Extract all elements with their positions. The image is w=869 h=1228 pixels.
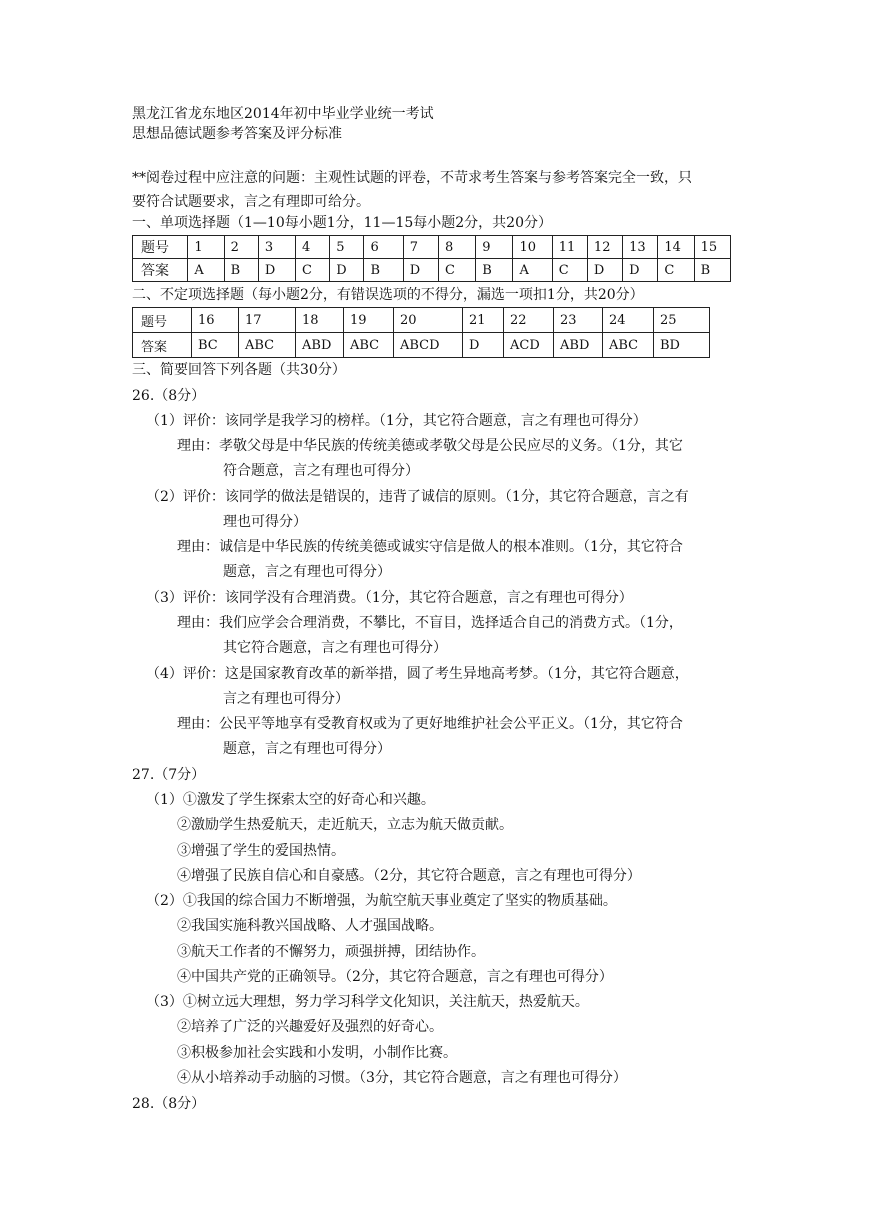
answer-cell: ABD — [296, 333, 344, 358]
q27-line: ②激励学生热爱航天，走近航天，立志为航天做贡献。 — [177, 817, 513, 833]
question-28-title: 28.（8分） — [132, 1096, 206, 1112]
q26-line: （3）评价：该同学没有合理消费。（1分，其它符合题意，言之有理也可得分） — [146, 590, 633, 606]
question-number-cell: 9 — [476, 236, 513, 259]
question-number-cell: 25 — [654, 308, 710, 333]
grading-note-line-1: **阅卷过程中应注意的问题：主观性试题的评卷，不苛求考生答案与参考答案完全一致，只 — [132, 170, 692, 186]
answer-cell: ABC — [239, 333, 296, 358]
q26-line: 符合题意，言之有理也可得分） — [223, 463, 419, 479]
answer-cell: D — [587, 259, 622, 282]
title-line-2: 思想品德试题参考答案及评分标准 — [132, 126, 342, 142]
q26-line: 理由：孝敬父母是中华民族的传统美德或孝敬父母是公民应尽的义务。（1分，其它 — [177, 438, 683, 454]
q26-line: 言之有理也可得分） — [223, 691, 349, 707]
q27-line: （2）①我国的综合国力不断增强，为航空航天事业奠定了坚实的物质基础。 — [146, 893, 617, 909]
answer-cell: B — [476, 259, 513, 282]
question-27-title: 27.（7分） — [132, 767, 206, 783]
q27-line: （1）①激发了学生探索太空的好奇心和兴趣。 — [146, 792, 435, 808]
question-number-cell: 4 — [296, 236, 330, 259]
title-line-1: 黑龙江省龙东地区2014年初中毕业学业统一考试 — [132, 106, 434, 122]
q27-line: ④从小培养动手动脑的习惯。（3分，其它符合题意，言之有理也可得分） — [177, 1070, 627, 1086]
answer-cell: B — [694, 259, 730, 282]
answer-cell: D — [258, 259, 295, 282]
answer-cell: D — [623, 259, 658, 282]
answer-cell: D — [403, 259, 438, 282]
q26-line: 其它符合题意，言之有理也可得分） — [223, 640, 447, 656]
question-number-cell: 6 — [364, 236, 403, 259]
q26-line: （1）评价：该同学是我学习的榜样。（1分，其它符合题意，言之有理也可得分） — [146, 413, 647, 429]
q26-line: 理由：诚信是中华民族的传统美德或诚实守信是做人的根本准则。（1分，其它符合 — [177, 539, 683, 555]
question-number-cell: 22 — [504, 308, 554, 333]
question-number-cell: 19 — [344, 308, 394, 333]
q27-line: ③增强了学生的爱国热情。 — [177, 843, 345, 859]
q26-line: 理由：公民平等地享有受教育权或为了更好地维护社会公平正义。（1分，其它符合 — [177, 716, 683, 732]
answer-cell: ABC — [603, 333, 654, 358]
question-number-cell: 15 — [694, 236, 730, 259]
q27-line: ③航天工作者的不懈努力，顽强拼搏，团结协作。 — [177, 944, 485, 960]
table-row-answers — [133, 333, 710, 358]
question-number-cell: 11 — [552, 236, 587, 259]
question-number-cell: 21 — [463, 308, 504, 333]
section-1-heading: 一、单项选择题（1—10每小题1分，11—15每小题2分，共20分） — [132, 215, 552, 231]
answer-cell: C — [658, 259, 694, 282]
q27-line: ②培养了广泛的兴趣爱好及强烈的好奇心。 — [177, 1019, 443, 1035]
section-3-heading: 三、简要回答下列各题（共30分） — [132, 362, 346, 378]
answer-cell: D — [463, 333, 504, 358]
question-number-cell: 7 — [403, 236, 438, 259]
q27-line: ④增强了民族自信心和自豪感。（2分，其它符合题意，言之有理也可得分） — [177, 868, 641, 884]
question-number-cell: 17 — [239, 308, 296, 333]
answer-cell: ACD — [504, 333, 554, 358]
answer-cell: ABD — [554, 333, 603, 358]
question-number-cell: 10 — [513, 236, 552, 259]
question-number-cell: 1 — [188, 236, 224, 259]
q27-line: （3）①树立远大理想，努力学习科学文化知识，关注航天，热爱航天。 — [146, 994, 589, 1010]
answer-cell: ABC — [344, 333, 394, 358]
table-row-numbers — [133, 236, 731, 259]
question-number-cell: 16 — [192, 308, 239, 333]
row-label-answer: 答案 — [133, 333, 192, 358]
q26-line: （2）评价：该同学的做法是错误的，违背了诚信的原则。（1分，其它符合题意，言之有 — [146, 489, 689, 505]
question-number-cell: 13 — [623, 236, 658, 259]
question-number-cell: 12 — [587, 236, 622, 259]
q27-line: ④中国共产党的正确领导。（2分，其它符合题意，言之有理也可得分） — [177, 969, 613, 985]
row-label-number: 题号 — [133, 308, 192, 333]
answer-cell: C — [296, 259, 330, 282]
single-choice-answer-table — [132, 235, 731, 282]
q27-line: ③积极参加社会实践和小发明，小制作比赛。 — [177, 1045, 457, 1061]
section-2-heading: 二、不定项选择题（每小题2分，有错误选项的不得分，漏选一项扣1分，共20分） — [132, 287, 644, 303]
answer-cell: C — [552, 259, 587, 282]
answer-cell: ABCD — [394, 333, 463, 358]
question-number-cell: 3 — [258, 236, 295, 259]
table-row-answers — [133, 259, 731, 282]
question-number-cell: 5 — [330, 236, 364, 259]
answer-cell: A — [513, 259, 552, 282]
q26-line: 理由：我们应学会合理消费，不攀比，不盲目，选择适合自己的消费方式。（1分， — [177, 615, 683, 631]
question-number-cell: 24 — [603, 308, 654, 333]
q26-line: 题意，言之有理也可得分） — [223, 564, 391, 580]
answer-cell: B — [224, 259, 258, 282]
answer-cell: A — [188, 259, 224, 282]
question-number-cell: 8 — [438, 236, 475, 259]
answer-cell: B — [364, 259, 403, 282]
q27-line: ②我国实施科教兴国战略、人才强国战略。 — [177, 918, 443, 934]
table-row-numbers — [133, 308, 710, 333]
grading-note-line-2: 要符合试题要求，言之有理即可给分。 — [132, 194, 370, 210]
q26-line: （4）评价：这是国家教育改革的新举措，圆了考生异地高考梦。（1分，其它符合题意， — [146, 666, 689, 682]
multiple-choice-answer-table — [132, 307, 710, 358]
question-number-cell: 20 — [394, 308, 463, 333]
question-number-cell: 14 — [658, 236, 694, 259]
answer-cell: BC — [192, 333, 239, 358]
q26-line: 理也可得分） — [223, 514, 307, 530]
q26-line: 题意，言之有理也可得分） — [223, 741, 391, 757]
question-number-cell: 2 — [224, 236, 258, 259]
question-number-cell: 23 — [554, 308, 603, 333]
question-number-cell: 18 — [296, 308, 344, 333]
answer-cell: C — [438, 259, 475, 282]
row-label-number: 题号 — [133, 236, 188, 259]
row-label-answer: 答案 — [133, 259, 188, 282]
question-26-title: 26.（8分） — [132, 388, 206, 404]
answer-cell: D — [330, 259, 364, 282]
answer-cell: BD — [654, 333, 710, 358]
